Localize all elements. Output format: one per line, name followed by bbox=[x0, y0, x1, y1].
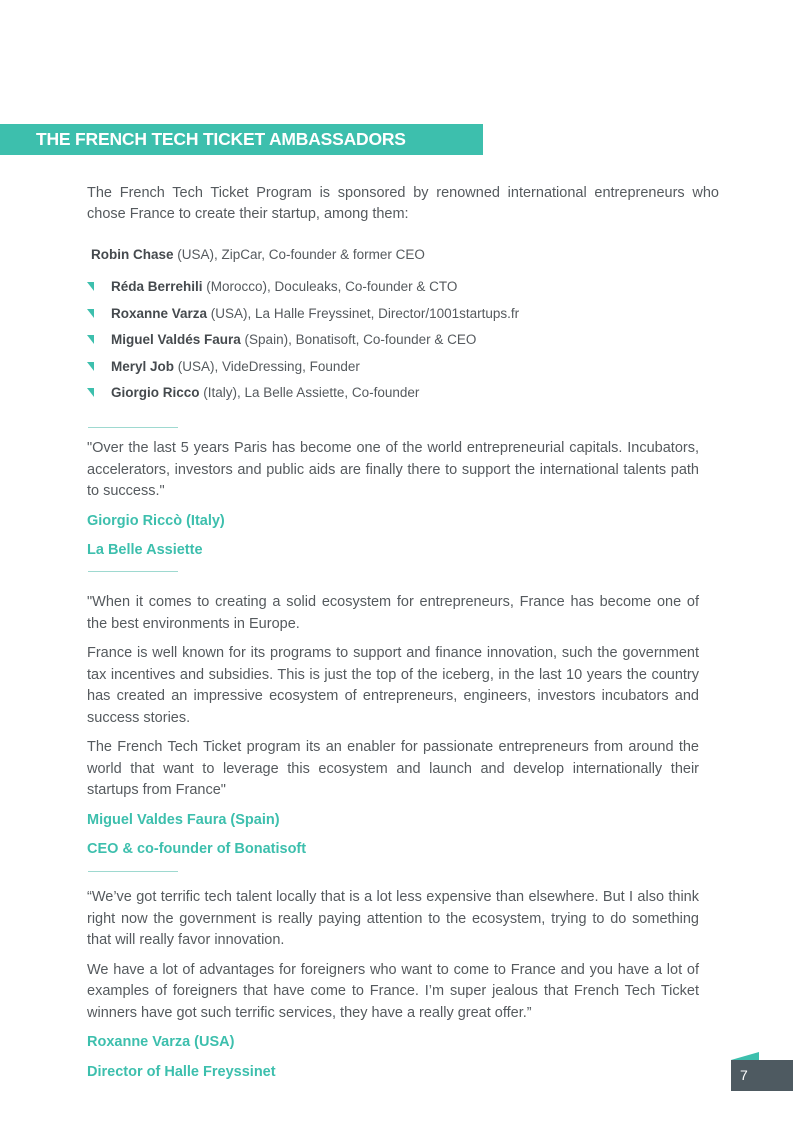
triangle-bullet-icon bbox=[87, 335, 94, 344]
quote-author-role: CEO & co-founder of Bonatisoft bbox=[87, 841, 307, 857]
quote-author-role: La Belle Assiette bbox=[87, 542, 203, 558]
ambassador-details: (Spain), Bonatisoft, Co-founder & CEO bbox=[240, 332, 477, 347]
ambassador-name: Miguel Valdés Faura bbox=[111, 332, 241, 347]
quote-block bbox=[87, 438, 699, 570]
ambassador-details: (Italy), La Belle Assiette, Co-founder bbox=[199, 385, 420, 400]
quote-paragraph: “We’ve got terrific tech talent locally that is a lot less expensive than elsewhere. But I also think right now the government is really paying attention to the ecosystem, trying to do something that will really favor innovation. bbox=[87, 889, 699, 948]
quote-author: Miguel Valdes Faura (Spain) bbox=[87, 811, 280, 828]
triangle-bullet-icon bbox=[87, 309, 94, 318]
quote-block bbox=[87, 592, 699, 869]
quote-paragraph: "Over the last 5 years Paris has become one of the world entrepreneurial capitals. Incubators, accelerators, investors and public aids are finally there to support the international talents path to success." bbox=[87, 440, 699, 499]
quote-paragraph: "When it comes to creating a solid ecosystem for entrepreneurs, France has become one of the best environments in Europe. bbox=[87, 594, 699, 632]
ambassador-item bbox=[87, 277, 519, 304]
ambassador-details: (USA), VideDressing, Founder bbox=[174, 358, 360, 374]
ambassador-list bbox=[87, 277, 519, 410]
triangle-bullet-icon bbox=[87, 388, 94, 397]
ambassador-name: Réda Berrehili bbox=[111, 279, 203, 294]
lead-ambassador bbox=[91, 245, 425, 265]
triangle-bullet-icon bbox=[87, 282, 94, 291]
quote-author-role: Director of Halle Freyssinet bbox=[87, 1063, 276, 1080]
quote-divider bbox=[88, 571, 178, 572]
ambassador-item bbox=[87, 304, 519, 331]
lead-ambassador-details: (USA), ZipCar, Co-founder & former CEO bbox=[173, 247, 425, 262]
ambassador-item bbox=[87, 357, 519, 384]
ambassador-name: Giorgio Ricco bbox=[111, 385, 200, 400]
quote-divider bbox=[88, 427, 178, 428]
intro-paragraph: The French Tech Ticket Program is sponsored by renowned international entrepreneurs who chose France to create their startup, among them: bbox=[87, 185, 719, 222]
ambassador-name: Meryl Job bbox=[111, 358, 175, 374]
quote-paragraph: The French Tech Ticket program its an enabler for passionate entrepreneurs from around the world that want to leverage this ecosystem and launch and develop internationally their startups from France" bbox=[87, 739, 699, 798]
page-number: 7 bbox=[740, 1067, 748, 1083]
lead-ambassador-name: Robin Chase bbox=[91, 247, 174, 262]
ambassador-item bbox=[87, 383, 519, 410]
ambassador-details: (USA), La Halle Freyssinet, Director/1001startups.fr bbox=[207, 305, 520, 321]
quote-paragraph: France is well known for its programs to support and finance innovation, such the government tax incentives and subsidies. This is just the top of the iceberg, in the last 10 years the country has created an impressive ecosystem of entrepreneurs, engineers, investors incubators and success stories. bbox=[87, 645, 699, 726]
ambassador-item bbox=[87, 330, 519, 357]
page-number-box bbox=[731, 1060, 793, 1091]
quote-author: Roxanne Varza (USA) bbox=[87, 1034, 235, 1050]
quote-paragraph: We have a lot of advantages for foreigners who want to come to France and you have a lot of examples of foreigners that have come to France. I’m super jealous that French Tech Ticket winners have got such terrific services, they have a really great offer.” bbox=[87, 961, 699, 1021]
page-number-tab bbox=[731, 1052, 759, 1060]
ambassador-name: Roxanne Varza bbox=[111, 305, 208, 321]
ambassador-details: (Morocco), Doculeaks, Co-founder & CTO bbox=[202, 279, 458, 294]
quote-author: Giorgio Riccò (Italy) bbox=[87, 512, 225, 529]
quote-divider bbox=[88, 871, 178, 872]
section-title: THE FRENCH TECH TICKET AMBASSADORS bbox=[36, 129, 406, 149]
quote-block bbox=[87, 887, 699, 1091]
section-banner bbox=[0, 124, 483, 155]
triangle-bullet-icon bbox=[87, 362, 94, 371]
